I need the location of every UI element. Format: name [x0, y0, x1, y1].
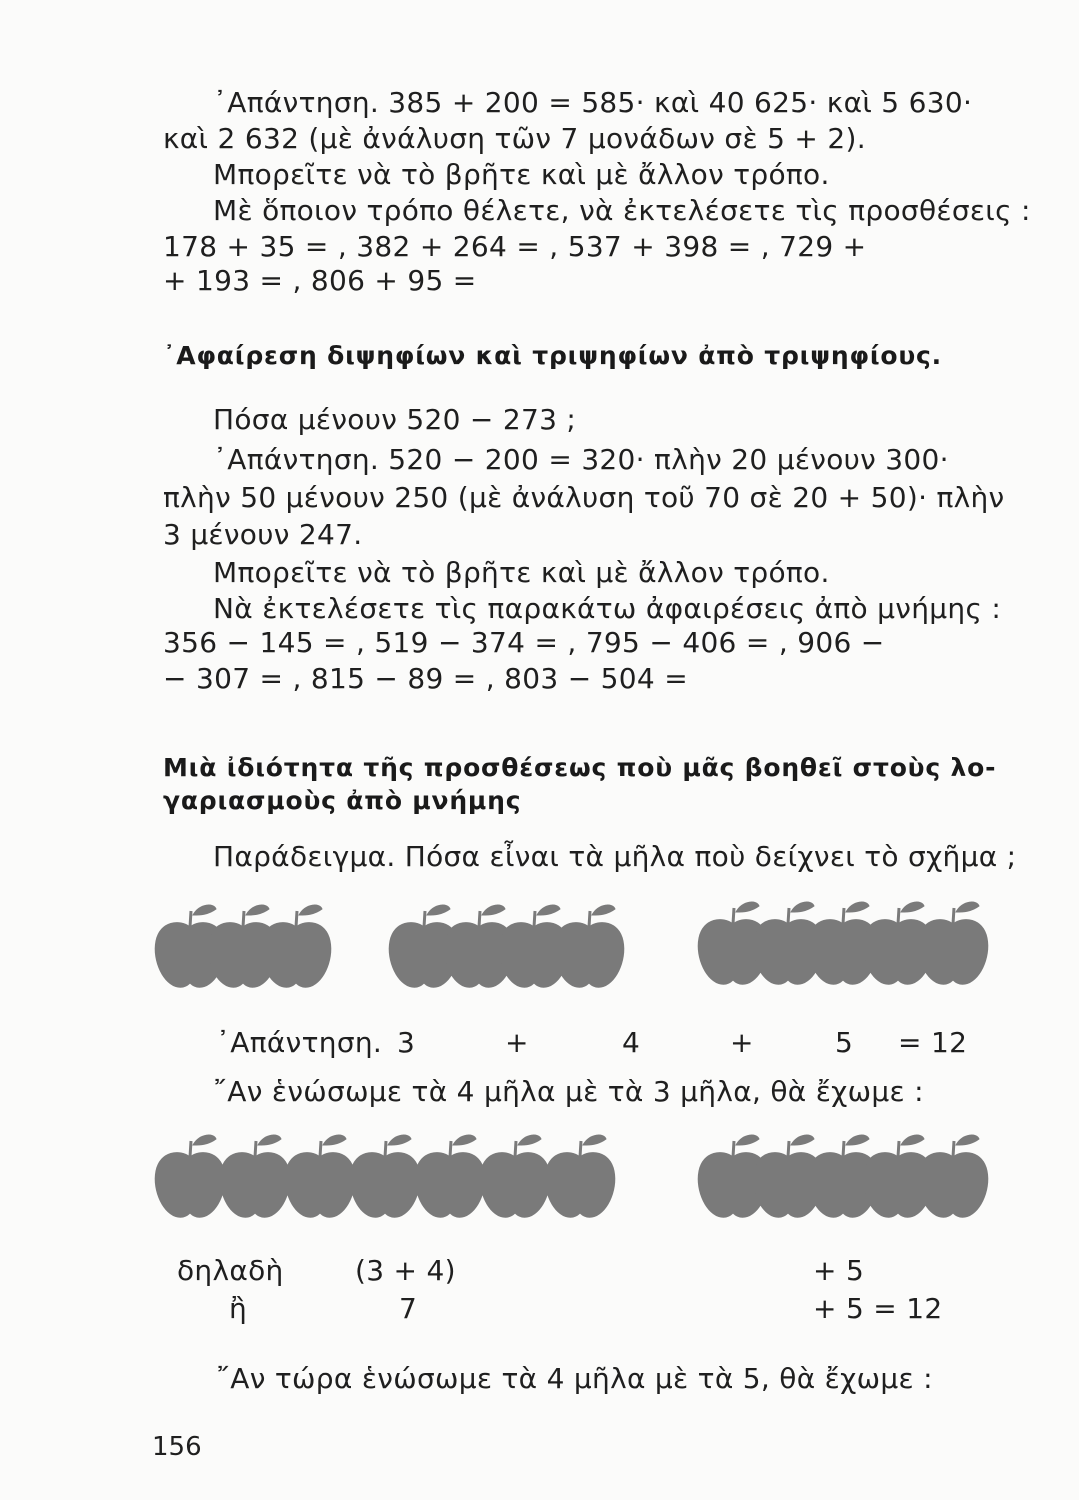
text-line-2: καὶ 2 632 (μὲ ἀνάλυση τῶν 7 μονάδων σὲ 5 + 2).: [163, 122, 866, 155]
text-line-6: + 193 = , 806 + 95 =: [163, 264, 477, 297]
apple-icon: [155, 1135, 225, 1217]
apple-group-four: [389, 905, 624, 987]
heading-line-2: Μιὰ ἰδιότητα τῆς προσθέσεως ποὺ μᾶς βοηθεῖ στοὺς λο-: [163, 753, 997, 782]
answer-total: = 12: [898, 1026, 968, 1059]
apple-icon: [415, 1135, 485, 1217]
text-line-5: 178 + 35 = , 382 + 264 = , 537 + 398 = , 729 +: [163, 230, 867, 263]
heading-line-3: γαριασμοὺς ἀπὸ μνήμης: [163, 786, 522, 815]
answer-n2: 4: [622, 1026, 641, 1059]
apple-icon: [545, 1135, 615, 1217]
apple-icon: [554, 905, 624, 987]
apple-icon: [220, 1135, 290, 1217]
text-line-1: ᾿Απάντηση. 385 + 200 = 585· καὶ 40 625· καὶ 5 630·: [213, 86, 973, 119]
text-line-11: Μπορεῖτε νὰ τὸ βρῆτε καὶ μὲ ἄλλον τρόπο.: [213, 556, 830, 589]
text-line-4: Μὲ ὅποιον τρόπο θέλετε, νὰ ἐκτελέσετε τὶς προσθέσεις :: [213, 194, 1031, 227]
text-line-18: ῎Αν τώρα ἑνώσωμε τὰ 4 μῆλα μὲ τὰ 5, θὰ ἔχωμε :: [216, 1362, 933, 1395]
answer-plus1: +: [505, 1026, 529, 1059]
text-line-3: Μπορεῖτε νὰ τὸ βρῆτε καὶ μὲ ἄλλον τρόπο.: [213, 158, 830, 191]
apple-icon: [285, 1135, 355, 1217]
text-line-17: ῎Αν ἑνώσωμε τὰ 4 μῆλα μὲ τὰ 3 μῆλα, θὰ ἔχωμε :: [213, 1075, 924, 1108]
text-line-8: ᾿Απάντηση. 520 − 200 = 320· πλὴν 20 μένουν 300·: [213, 443, 949, 476]
text-line-14: − 307 = , 815 − 89 = , 803 − 504 =: [163, 662, 688, 695]
sum-row1-label: δηλαδὴ: [177, 1254, 284, 1287]
apple-icon: [918, 1135, 988, 1217]
sum-row1-right: + 5: [813, 1254, 865, 1287]
apple-group-five-second: [698, 1135, 988, 1217]
answer-n3: 5: [835, 1026, 854, 1059]
apple-icon: [261, 905, 331, 987]
answer-n1: 3: [397, 1026, 416, 1059]
apple-icon: [918, 902, 988, 984]
apple-group-five: [698, 902, 988, 984]
sum-row2-right: + 5 = 12: [813, 1292, 943, 1325]
text-line-13: 356 − 145 = , 519 − 374 = , 795 − 406 = , 906 −: [163, 626, 885, 659]
text-line-16: ᾿Απάντηση.: [216, 1026, 383, 1059]
text-line-12: Νὰ ἐκτελέσετε τὶς παρακάτω ἀφαιρέσεις ἀπὸ μνήμης :: [213, 592, 1002, 625]
heading-line-1: ᾿Αφαίρεση διψηφίων καὶ τριψηφίων ἀπὸ τριψηφίους.: [163, 341, 942, 370]
apple-group-seven: [155, 1135, 615, 1217]
answer-plus2: +: [730, 1026, 754, 1059]
text-line-9: πλὴν 50 μένουν 250 (μὲ ἀνάλυση τοῦ 70 σὲ 20 + 50)· πλὴν: [163, 481, 1005, 514]
text-line-7: Πόσα μένουν 520 − 273 ;: [213, 403, 577, 436]
apple-group-three: [155, 905, 331, 987]
sum-row2-value: 7: [399, 1292, 418, 1325]
page-number: 156: [152, 1432, 202, 1462]
sum-row2-label: ἢ: [229, 1292, 248, 1325]
text-line-15: Παράδειγμα. Πόσα εἶναι τὰ μῆλα ποὺ δείχνει τὸ σχῆμα ;: [213, 840, 1017, 873]
apple-icon: [480, 1135, 550, 1217]
sum-row1-group: (3 + 4): [355, 1254, 456, 1287]
apple-icon: [350, 1135, 420, 1217]
text-line-10: 3 μένουν 247.: [163, 518, 363, 551]
